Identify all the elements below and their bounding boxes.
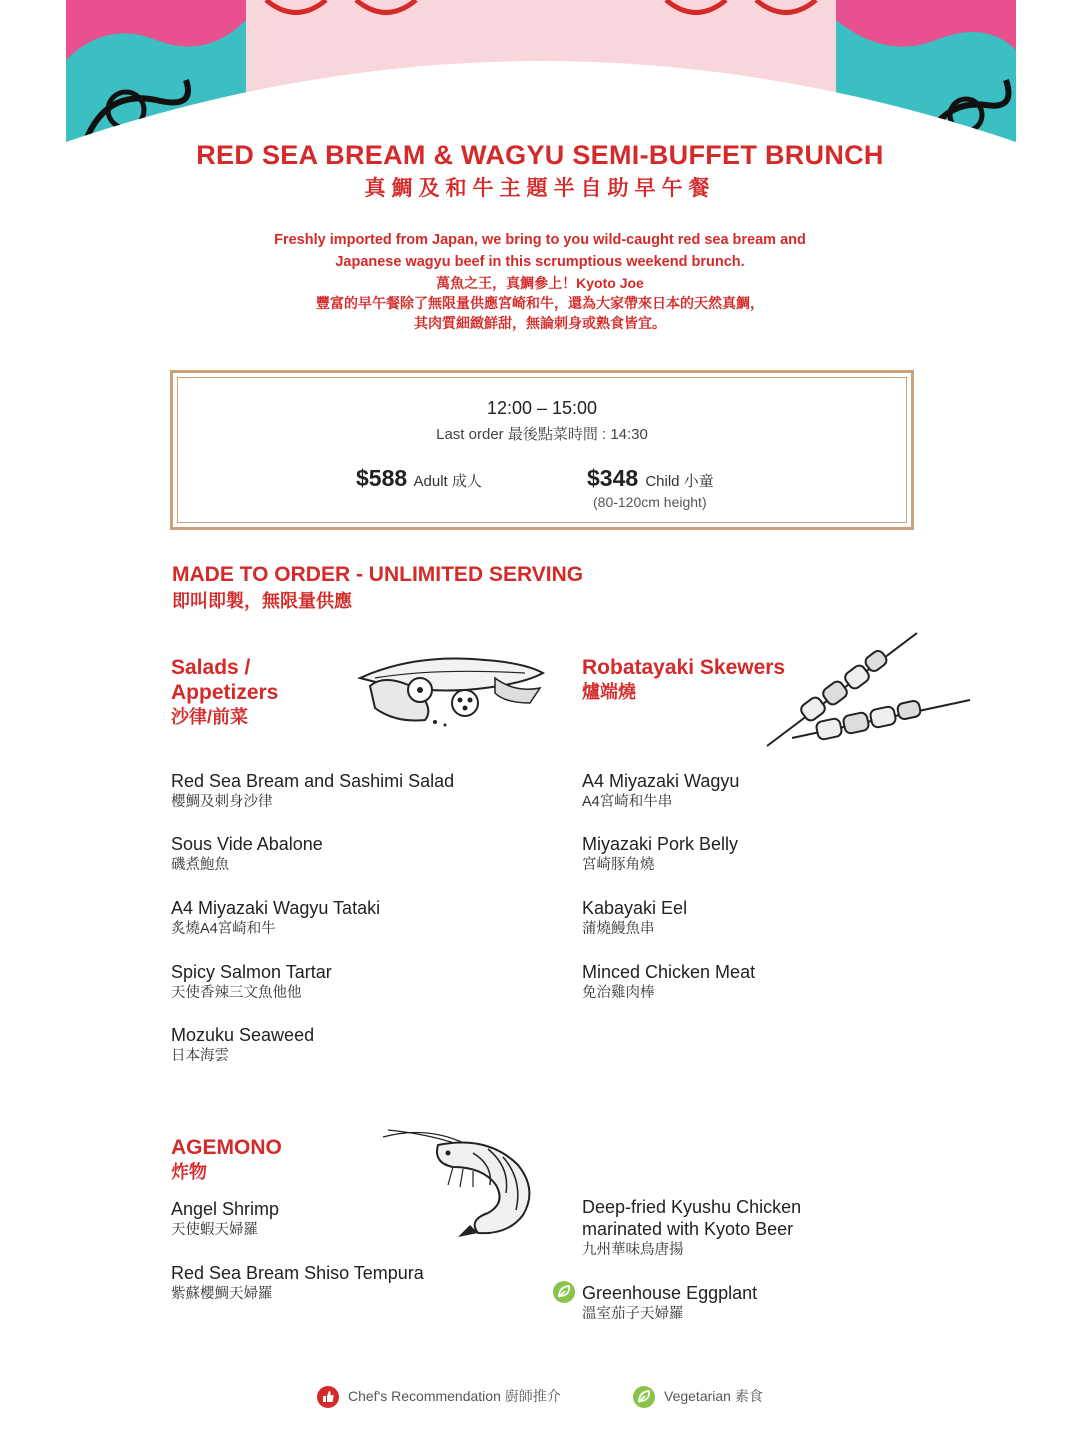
menu-title: RED SEA BREAM & WAGYU SEMI-BUFFET BRUNCH xyxy=(196,140,884,170)
vegetarian-leaf-icon xyxy=(553,1281,575,1303)
category-agemono xyxy=(171,1135,282,1185)
menu-item-name-chinese: 日本海雲 xyxy=(171,1048,229,1064)
menu-item-name: Mozuku Seaweed xyxy=(171,1025,315,1045)
section-title-chinese: 即叫即製，無限量供應 xyxy=(172,591,352,611)
child-price-label: Child 小童 xyxy=(645,473,714,490)
menu-item xyxy=(171,1262,424,1304)
menu-item-name: Angel Shrimp xyxy=(171,1199,280,1219)
menu-item xyxy=(582,961,755,1003)
child-price-amount: $348 xyxy=(587,465,639,491)
menu-item-name-line-1: Deep-fried Kyushu Chicken xyxy=(582,1197,802,1217)
category-agemono-title-chinese: 炸物 xyxy=(171,1162,207,1182)
menu-item-name: Red Sea Bream Shiso Tempura xyxy=(171,1263,424,1283)
menu-item-name-chinese: 蒲燒鰻魚串 xyxy=(582,921,655,937)
price-box xyxy=(170,370,914,530)
okra-illustration xyxy=(355,648,545,728)
skewers-illustration xyxy=(762,628,972,750)
menu-item xyxy=(171,1024,314,1066)
child-height-note: (80-120cm height) xyxy=(593,494,707,510)
category-robatayaki-title: Robatayaki Skewers xyxy=(582,656,786,679)
menu-item-name: Greenhouse Eggplant xyxy=(582,1283,758,1303)
category-salads-title-2: Appetizers xyxy=(171,681,279,704)
intro-text xyxy=(0,229,1080,333)
menu-item xyxy=(582,1282,757,1324)
leaf-icon xyxy=(633,1386,655,1408)
menu-item-name: A4 Miyazaki Wagyu Tataki xyxy=(171,898,381,918)
intro-line-2: Japanese wagyu beef in this scrumptious weekend brunch. xyxy=(335,254,745,270)
section-heading xyxy=(172,562,583,614)
header-banner-art xyxy=(66,0,1016,142)
menu-item-name-chinese: 溫室茄子天婦羅 xyxy=(582,1306,684,1322)
last-order-time: Last order 最後點菜時間 : 14:30 xyxy=(436,426,648,443)
intro-line-4: 豐富的早午餐除了無限量供應宮崎和牛，還為大家帶來日本的天然真鯛， xyxy=(316,295,764,311)
menu-item-name: A4 Miyazaki Wagyu xyxy=(582,771,740,791)
menu-item xyxy=(171,833,323,875)
menu-item-name-chinese: A4宮崎和牛串 xyxy=(582,794,673,810)
adult-price xyxy=(356,465,482,492)
menu-item-name: Red Sea Bream and Sashimi Salad xyxy=(171,771,455,791)
menu-item-name-chinese: 紫蘇櫻鯛天婦羅 xyxy=(171,1286,273,1302)
menu-item-name: Kabayaki Eel xyxy=(582,898,688,918)
category-salads-title-chinese: 沙律/前菜 xyxy=(171,707,249,727)
menu-item xyxy=(582,770,739,812)
shrimp-illustration xyxy=(378,1125,538,1240)
category-salads xyxy=(171,655,278,730)
legend-vegetarian: Vegetarian 素食 xyxy=(664,1388,763,1404)
adult-price-label: Adult 成人 xyxy=(413,473,482,490)
menu-item-name-chinese: 免治雞肉棒 xyxy=(582,985,655,1001)
category-agemono-title: AGEMONO xyxy=(171,1136,282,1159)
menu-item-name-line-2: marinated with Kyoto Beer xyxy=(582,1219,794,1239)
menu-item-name-chinese: 磯煮鮑魚 xyxy=(171,857,229,873)
child-price xyxy=(587,465,714,492)
legend-chef-recommendation: Chef's Recommendation 廚師推介 xyxy=(348,1388,561,1404)
menu-item xyxy=(582,1196,801,1260)
menu-item-name: Sous Vide Abalone xyxy=(171,834,323,854)
intro-line-3: 萬魚之王，真鯛參上！Kyoto Joe xyxy=(436,275,644,291)
serving-hours: 12:00 – 15:00 xyxy=(486,398,598,418)
menu-item-name: Minced Chicken Meat xyxy=(582,962,756,982)
menu-item xyxy=(171,770,454,812)
menu-item xyxy=(171,897,380,939)
menu-item-name-chinese: 宮崎豚角燒 xyxy=(582,857,655,873)
thumbs-up-icon xyxy=(317,1386,339,1408)
menu-item xyxy=(582,897,687,939)
menu-item-name: Spicy Salmon Tartar xyxy=(171,962,332,982)
intro-line-1: Freshly imported from Japan, we bring to you wild-caught red sea bream and xyxy=(274,232,806,248)
menu-title-chinese: 真鯛及和牛主題半自助早午餐 xyxy=(364,177,716,200)
menu-item xyxy=(582,833,738,875)
menu-item-name-chinese: 炙燒A4宮崎和牛 xyxy=(171,921,276,937)
category-robatayaki xyxy=(582,655,785,705)
category-robatayaki-title-chinese: 爐端燒 xyxy=(582,682,636,702)
menu-item-name-chinese: 櫻鯛及刺身沙律 xyxy=(171,794,273,810)
menu-item-name-chinese: 天使香辣三文魚他他 xyxy=(171,985,302,1001)
menu-item-name-chinese: 九州華味鳥唐揚 xyxy=(582,1242,684,1258)
category-salads-title-1: Salads / xyxy=(171,656,251,679)
adult-price-amount: $588 xyxy=(356,465,408,491)
section-title: MADE TO ORDER - UNLIMITED SERVING xyxy=(172,563,584,586)
menu-item xyxy=(171,1198,279,1240)
menu-item-name-chinese: 天使蝦天婦羅 xyxy=(171,1222,258,1238)
intro-line-5: 其肉質細緻鮮甜，無論刺身或熟食皆宜。 xyxy=(414,315,666,331)
menu-item xyxy=(171,961,332,1003)
menu-item-name: Miyazaki Pork Belly xyxy=(582,834,739,854)
